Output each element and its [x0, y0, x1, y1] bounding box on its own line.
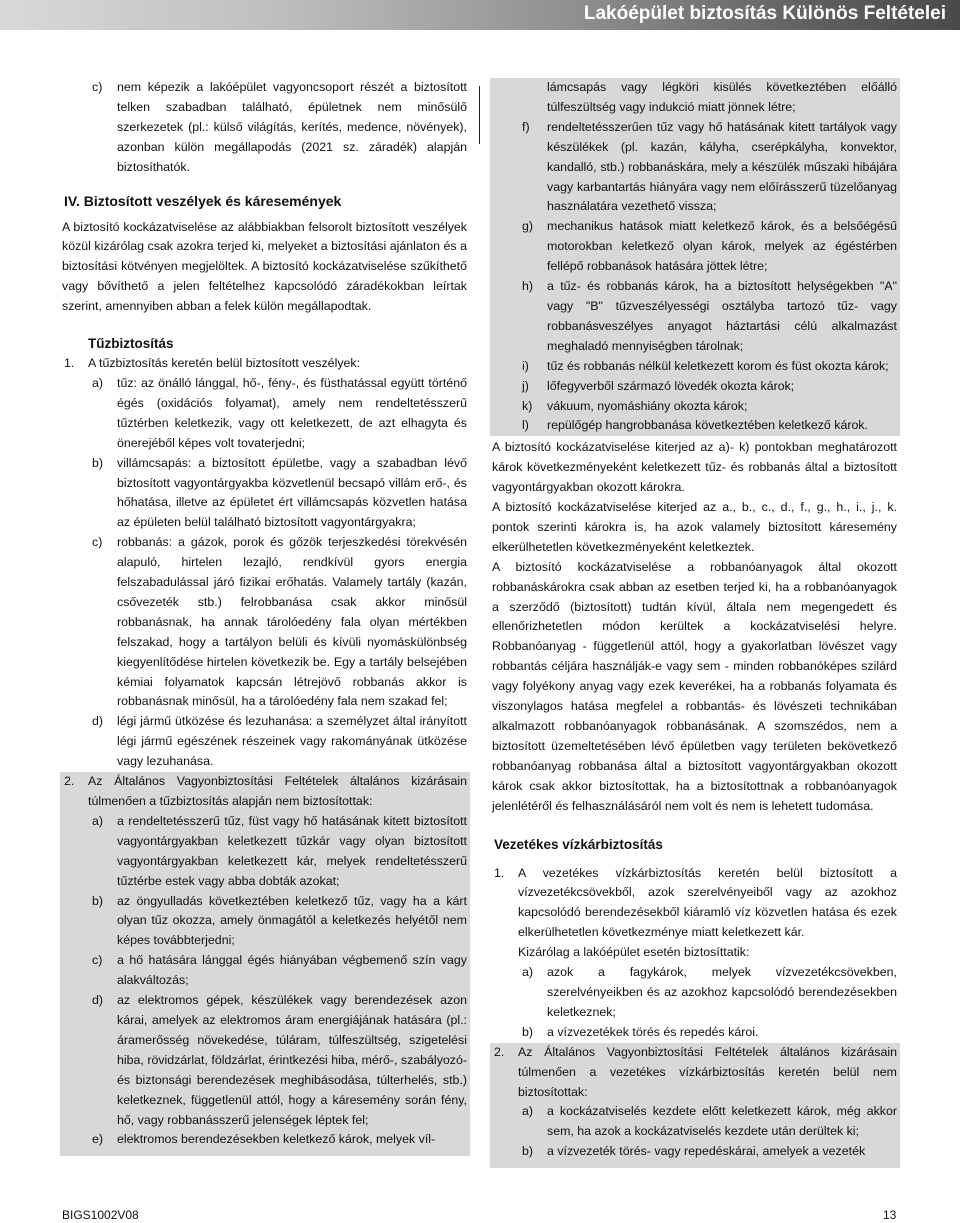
item-label: h) — [522, 279, 534, 294]
list-item — [492, 397, 897, 417]
item-label: a) — [92, 813, 104, 828]
item-text: rendeltetésszerűen tűz vagy hő hatásának kitett tartályok vagy készülékek (pl. kazán, kályha, cserépkályha, konvektor, kandalló, stb.) robbanáskára, mely a készülék műszaki hibájára vagy karbantartás hiányára vagy nem előírásszerű tüzelőanyag használatára vezethető vissza; — [547, 119, 897, 214]
numbered-item — [492, 864, 897, 944]
item-number: 1. — [64, 356, 75, 371]
list-item — [492, 416, 897, 436]
list-item — [62, 1130, 467, 1156]
item-text: a kockázatviselés kezdete előtt keletkezett károk, még akkor sem, ha azok a kockázatviselés kezdete után derültek ki; — [547, 1104, 897, 1139]
item-label: d) — [92, 714, 104, 729]
item-text: Az Általános Vagyonbiztosítási Feltételek általános kizárásain túlmenően a tűzbiztosítás alapján nem biztosítottak: — [88, 774, 467, 808]
item-label: c) — [92, 80, 103, 94]
list-item — [492, 357, 897, 377]
list-item — [492, 963, 897, 1023]
list-item — [492, 1142, 897, 1168]
item-text: A tűzbiztosítás keretén belül biztosított veszélyek: — [88, 356, 361, 371]
item-label: k) — [522, 398, 533, 413]
numbered-item — [62, 772, 467, 812]
numbered-item — [492, 1043, 897, 1103]
list-item — [492, 1102, 897, 1142]
list-item — [62, 533, 467, 712]
item-text: a rendeltetésszerű tűz, füst vagy hő hatásának kitett biztosított vagyontárgyakban keletkezett tűzkár vagy olyan biztosított vagyontárgyakban keletkezett kár, melyek rendeltetésszerű tűztérbe estek vagy abba dobták azokat; — [117, 813, 467, 888]
exclusions-block — [60, 772, 470, 1156]
item-text: lőfegyverből származó lövedék okozta károk; — [547, 378, 795, 393]
item-text: az elektromos gépek, készülékek vagy berendezések azon kárai, amelyek az elektromos áram energiájának hatására (pl.: áramerősség növekedése, túláram, túlfeszültség, szigetelési hiba, rövidzárlat, földzárlat, érintkezési hiba, mérő-, szabályozó- és biztonsági berendezések meghibásodása, túlterhelés, stb.) keletkeznek, függetlenül attól, hogy a káresemény során fény, hő, vagy robbanásszerű jelenségek léptek fel; — [117, 993, 467, 1127]
item-label: e) — [92, 1132, 104, 1147]
item-text: Az Általános Vagyonbiztosítási Feltételek általános kizárásain túlmenően a vezetékes vízkárbiztosítás keretén belül nem biztosítottak: — [518, 1044, 897, 1099]
item-number: 2. — [64, 774, 75, 789]
item-label: a) — [92, 375, 104, 390]
item-text: A vezetékes vízkárbiztosítás keretén belül biztosított a vízvezetékcsövekből, azok szerelvényeiből vagy az azokhoz kapcsolódó berendezésekből kiáramló víz közvetlen hatása és ezek elkerülhetetlen következménye miatt keletkezett kár. — [518, 865, 897, 940]
item-text: vákuum, nyomáshiány okozta károk; — [547, 398, 748, 413]
list-item — [62, 991, 467, 1130]
item-text: villámcsapás: a biztosított épületbe, vagy a szabadban lévő biztosított vagyontárgyakba közvetlenül becsapó villám erő-, és hőhatása, illetve az épületet ért villámcsapás közvetlen hatása az épületen belül található biztosított vagyontárgyakra; — [117, 455, 467, 530]
item-text: repülőgép hangrobbanása következtében keletkező károk. — [547, 418, 869, 433]
paragraph: A biztosító kockázatviselése a robbanóanyagok által okozott robbanáskárokra csak abban az esetben terjed ki, ha a robbanóanyagok a szerződő (biztosított) tudtán kívül, általa nem megengedett és ellenőrizhetetlen módon kerültek a kockázatviselési helyre. Robbanóanyag - függetlenül attól, hogy a gyakorlatban lövészet vagy robbantás céljára használják-e vagy sem - minden robbanóképes szilárd vagy folyékony anyag vagy ezek keverékei, ha a robbanás folyamata és viszonylagos hatása megfelel a robbantás- és lövészeti technikában alkalmazott robbanóanyagok robbanásának. A szomszédos, nem a biztosított üzemeltetésében lévő épületben vagy területen bekövetkező robbanóanyag robbanása által a biztosított vagyontárgyakban okozott károk csak akkor biztosítottak, ha a biztosítottnak a robbanóanyagok jelenlétéről és felhasználásáról nem volt és nem is lehetett tudomása. — [492, 559, 897, 813]
page-header — [0, 0, 960, 30]
item-label: b) — [522, 1024, 534, 1039]
list-item — [62, 812, 467, 892]
list-item — [62, 892, 467, 952]
item-label: b) — [92, 893, 104, 908]
list-item — [62, 951, 467, 991]
item-label: c) — [92, 535, 103, 550]
water-insurance-heading: Vezetékes vízkárbiztosítás — [494, 836, 663, 852]
item-text: a tűz- és robbanás károk, ha a biztosított helységekben "A" vagy "B" tűzveszélyességi osztályba tartozó tűz- vagy robbanásveszélyes anyagot háztartási célú alkalmazást meghaladó mennyiségben tárolnak; — [547, 279, 897, 353]
item-label: a) — [522, 1104, 534, 1119]
note-line — [492, 943, 897, 963]
item-label: c) — [92, 953, 103, 968]
item-text: a vízvezetékek törés és repedés károi. — [547, 1024, 759, 1039]
item-text: a hő hatására lánggal égés hiányában végbemenő szín vagy alakváltozás; — [117, 953, 467, 988]
numbered-item — [62, 354, 467, 374]
item-text: nem képezik a lakóépület vagyoncsoport részét a biztosított telken szabadban található, épületnek nem minősülő szerkezetek (pl.: külső világítás, kerítés, medence, növények), azonban külön megállapodás (2021 sz. záradék) alapján biztosíthatók. — [117, 80, 467, 174]
item-label: j) — [522, 378, 529, 393]
peril-list — [62, 374, 467, 772]
list-item — [62, 374, 467, 454]
document-code: BIGS1002V08 — [62, 1208, 139, 1222]
item-label: b) — [522, 1144, 534, 1159]
list-item — [492, 118, 897, 218]
column-divider — [479, 86, 480, 144]
list-item — [492, 217, 897, 277]
page-number: 13 — [883, 1208, 897, 1222]
item-text: azok a fagykárok, melyek vízvezetékcsövekben, szerelvényeikben és az azokhoz kapcsolódó berendezésekben keletkeznek; — [547, 965, 897, 1019]
item-label: f) — [522, 119, 530, 134]
item-label: b) — [92, 455, 104, 470]
item-label: i) — [522, 358, 529, 373]
section-paragraph: A biztosító kockázatviselése az alábbiakban felsorolt biztosított veszélyek közül kizárólag csak azokra terjed ki, melyeket a biztosítási ajánlaton és a biztosítási kötvényen megjelöltek. A biztosító kockázatviselése szűkíthető vagy bővíthető a jelen feltételhez kapcsolódó záradékokban leírtak szerint, amennyiben abban a felek külön megállapodtak. — [62, 219, 467, 314]
right-column — [492, 78, 897, 1168]
list-item — [62, 712, 467, 772]
item-text: mechanikus hatások miatt keletkező károk, és a belsőégésű motorokban keletkező olyan károk, melyek az égéstérben fellépő robbanások hatására jöttek létre; — [547, 219, 897, 274]
item-text: a vízvezeték törés- vagy repedéskárai, amelyek a vezeték — [547, 1144, 866, 1159]
paragraph: A biztosító kockázatviselése kiterjed az a)- k) pontokban meghatározott károk következményeként keletkezett tűz- és robbanás által a biztosított vagyontárgyakban okozott károkra. — [492, 440, 897, 495]
note-text: Kizárólag a lakóépület esetén biztosíttatik: — [518, 945, 750, 960]
item-number: 2. — [494, 1044, 505, 1059]
item-label: d) — [92, 993, 104, 1008]
item-label: g) — [522, 219, 534, 234]
item-number: 1. — [494, 865, 505, 880]
item-text: az öngyulladás következtében keletkező tűz, vagy ha a kárt olyan tűz okozza, amely önmagától a keletkezés helyétől nem képes továbbterjedni; — [117, 893, 467, 948]
item-label: a) — [522, 965, 534, 980]
item-text: elektromos berendezésekben keletkező károk, melyek víl- — [117, 1132, 436, 1147]
list-item — [62, 454, 467, 534]
fire-insurance-heading: Tűzbiztosítás — [88, 336, 174, 352]
section-title: IV. Biztosított veszélyek és káresemények — [64, 192, 342, 209]
item-text: légi jármű ütközése és lezuhanása: a személyzet által irányított légi jármű egészének részeinek vagy rakományának ütközése vagy lezuhanása. — [117, 714, 467, 769]
header-title: Lakóépület biztosítás Különös Feltételei — [583, 3, 946, 24]
item-text: tűz és robbanás nélkül keletkezett korom és füst okozta károk; — [547, 358, 889, 373]
left-column — [62, 78, 467, 1156]
paragraph: A biztosító kockázatviselése kiterjed az a., b., c., d., f., g., h., i., j., k. pontok szerinti károkra is, ha azok valamely biztosított káresemény elkerülhetetlen következményeként keletkeztek. — [492, 500, 897, 554]
list-item-continued — [492, 78, 897, 118]
item-label: l) — [522, 418, 529, 433]
exclusions-continued-block — [490, 78, 900, 436]
list-item — [492, 277, 897, 357]
list-item — [492, 1023, 897, 1043]
list-item — [62, 78, 467, 178]
water-exclusions-block — [490, 1043, 900, 1168]
item-text: tűz: az önálló lánggal, hő-, fény-, és füsthatással együtt történő égés (oxidációs folyamat), amely nem rendeltetésszerű tűztérben keletkezik, vagy ott keletkezett, de azt elhagyta és önerejéből képes volt tovaterjedni; — [117, 375, 467, 450]
item-text: lámcsapás vagy légköri kisülés következtében előálló túlfeszültség vagy indukció miatt jönnek létre; — [547, 80, 897, 114]
list-item — [492, 377, 897, 397]
item-text: robbanás: a gázok, porok és gőzök terjeszkedési törekvésén alapuló, hirtelen lezajló, rendkívül gyors energia felszabadulással járó fizikai erőhatás. Valamely tartály (kazán, csővezeték stb.) felrobbanása csak akkor minősül robbanásnak, ha annak tárolóedény fala olyan mértékben felszakad, hogy a tartályon belüli és kívüli nyomáskülönbség kiegyenlítődése hirtelen következik be. Egy a tartály belsejében kémiai folyamatok kapcsán létrejövő robbanás akkor is robbanásnak minősül, ha a tárolóedény fala nem szakad fel; — [117, 535, 467, 709]
